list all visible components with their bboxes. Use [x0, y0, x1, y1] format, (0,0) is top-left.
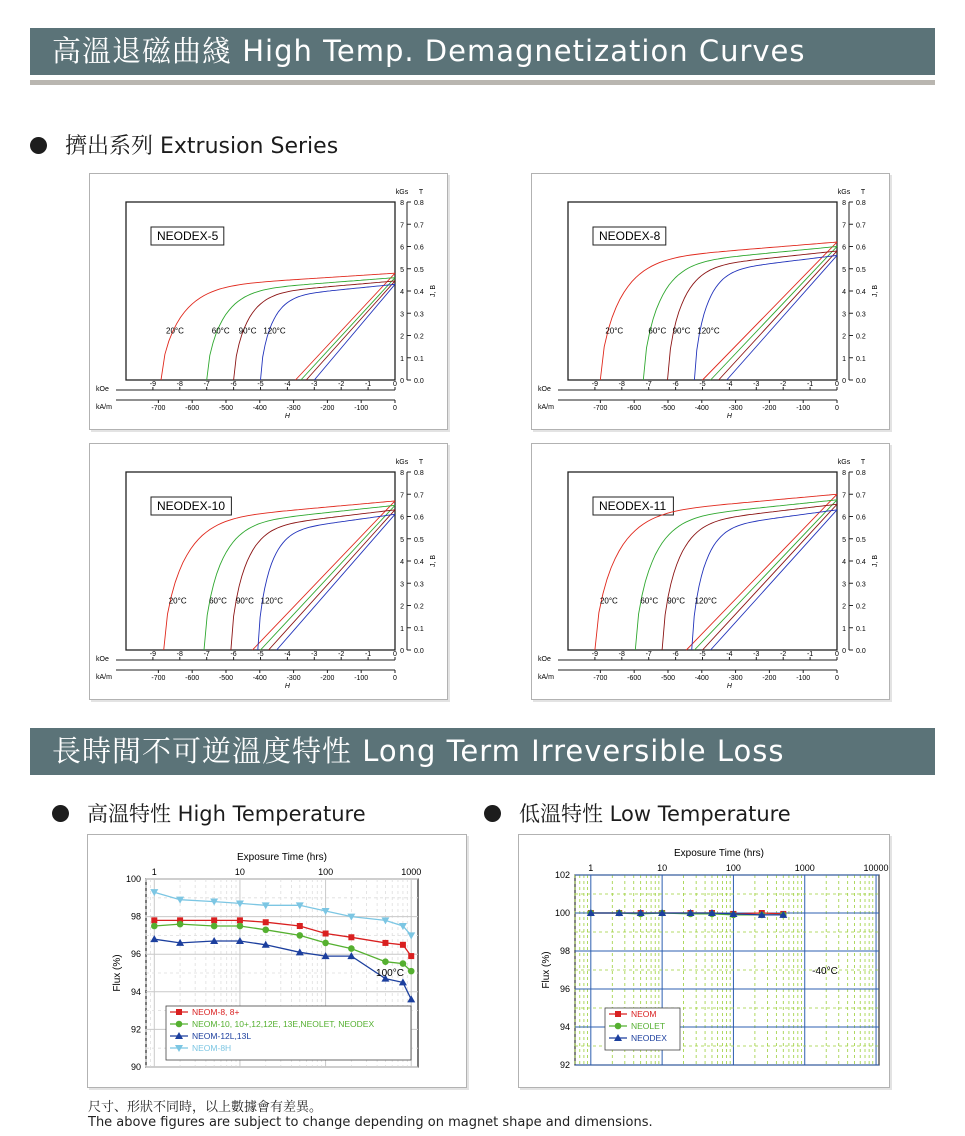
- x-tick-label-kam: -600: [627, 405, 642, 412]
- x-tick-label-koe: -1: [806, 381, 814, 388]
- temp-label: 90°C: [667, 596, 686, 606]
- x-tick-label-koe: 0: [393, 651, 397, 658]
- x-tick-label: 1000: [794, 863, 815, 873]
- x-tick-label-kam: -700: [151, 675, 166, 682]
- y-tick-label-t: 0.8: [414, 470, 424, 477]
- temperature-annotation: -40°C: [812, 966, 838, 977]
- x-tick-label-koe: -9: [591, 381, 599, 388]
- x-tick-label-koe: -3: [753, 651, 760, 658]
- x-tick-label-koe: -2: [780, 651, 787, 658]
- y-tick-label-t: 0.1: [414, 625, 424, 633]
- x-tick-label-koe: -5: [699, 651, 706, 658]
- y-tick-label: 98: [559, 946, 570, 956]
- x-tick-label: 100: [318, 867, 334, 877]
- y-unit-t: T: [418, 189, 424, 196]
- y-tick-label-t: 0.5: [856, 536, 866, 544]
- y-tick-label-t: 0.1: [414, 355, 424, 363]
- y-tick-label-kgs: 3: [400, 311, 404, 319]
- data-point: [211, 923, 218, 930]
- y-tick-label-t: 0.7: [856, 492, 866, 500]
- x-tick-label-kam: 0: [393, 405, 397, 412]
- loss-chart-high-temp: [87, 834, 467, 1088]
- y-tick-label-t: 0.2: [856, 333, 866, 341]
- y-tick-label-kgs: 3: [842, 581, 846, 589]
- temp-label: 20°C: [599, 596, 618, 606]
- y-tick-label-t: 0.3: [414, 581, 424, 589]
- legend-label: NEODEX: [631, 1033, 667, 1043]
- x-tick-label-kam: -400: [252, 405, 267, 412]
- y-axis-label: J, B: [430, 284, 437, 298]
- x-tick-label-koe: -7: [645, 651, 652, 658]
- x-tick-label-koe: -4: [284, 651, 291, 658]
- bullet-icon: [484, 805, 501, 822]
- loss-chart-low-temp: [518, 834, 890, 1088]
- legend-label: NEOM-8H: [192, 1043, 232, 1053]
- y-tick-label-kgs: 6: [842, 244, 846, 252]
- data-point: [177, 921, 184, 928]
- footer-note-en: The above figures are subject to change depending on magnet shape and dimensions.: [88, 1115, 653, 1130]
- y-tick-label-t: 0.6: [856, 244, 866, 252]
- x-unit-koe: kOe: [96, 386, 109, 393]
- x-tick-label-kam: -400: [694, 405, 709, 412]
- data-point: [297, 923, 303, 929]
- x-tick-label-kam: -300: [286, 405, 301, 412]
- data-point: [348, 934, 354, 940]
- data-point: [237, 923, 244, 930]
- demag-chart-svg: [532, 444, 889, 699]
- x-tick-label-kam: 0: [393, 675, 397, 682]
- demag-chart-svg: [90, 444, 447, 699]
- y-tick-label-kgs: 0: [400, 378, 404, 385]
- demag-chart-neodex-8: [531, 173, 890, 430]
- x-tick-label-kam: -500: [218, 405, 233, 412]
- x-tick-label: 10: [234, 867, 245, 877]
- y-tick-label-kgs: 7: [842, 222, 846, 230]
- section-title-loss: 長時間不可逆溫度特性 Long Term Irreversible Loss: [52, 734, 785, 768]
- x-tick-label-kam: -100: [796, 405, 811, 412]
- b-line-90c: [703, 504, 838, 650]
- y-tick-label-kgs: 1: [400, 355, 404, 363]
- banner-divider: [30, 80, 935, 85]
- y-tick-label-kgs: 2: [400, 333, 404, 341]
- j-curve-20c: [600, 242, 837, 380]
- y-tick-label-t: 0.7: [856, 222, 866, 230]
- x-tick-label-kam: -200: [762, 405, 777, 412]
- b-line-120c: [727, 255, 837, 380]
- y-tick-label-t: 0.2: [414, 603, 424, 611]
- y-tick-label-kgs: 8: [400, 470, 404, 477]
- x-tick-label-koe: -6: [230, 651, 237, 658]
- x-tick-label-koe: 0: [393, 381, 397, 388]
- x-axis-label-h: H: [726, 413, 732, 420]
- demag-chart-svg: [532, 174, 889, 429]
- j-curve-20c: [595, 494, 837, 650]
- temp-label: 120°C: [263, 326, 286, 336]
- y-unit-kgs: kGs: [837, 459, 851, 466]
- data-point: [400, 942, 406, 948]
- j-curve-120c: [692, 510, 837, 650]
- j-curve-60c: [635, 500, 837, 650]
- y-tick-label-t: 0.8: [414, 200, 424, 207]
- y-tick-label-kgs: 1: [842, 355, 846, 363]
- bullet-icon: [30, 137, 47, 154]
- demag-chart-svg: [90, 174, 447, 429]
- x-tick-label-koe: -8: [176, 381, 183, 388]
- y-tick-label-kgs: 2: [842, 603, 846, 611]
- legend-swatch-marker: [176, 1009, 182, 1015]
- y-tick-label-t: 0.0: [414, 378, 424, 385]
- y-tick-label-kgs: 0: [842, 648, 846, 655]
- x-tick-label-kam: -300: [286, 675, 301, 682]
- x-tick-label-kam: -300: [728, 675, 743, 682]
- legend-label: NEOM: [631, 1009, 657, 1019]
- temp-label: 60°C: [648, 326, 667, 336]
- y-unit-t: T: [860, 459, 866, 466]
- y-tick-label: 94: [559, 1022, 570, 1032]
- x-tick-label: 10000: [863, 863, 889, 873]
- x-unit-kam: kA/m: [538, 404, 554, 411]
- grade-label: NEODEX-8: [599, 229, 661, 243]
- b-line-90c: [306, 281, 395, 380]
- y-tick-label-kgs: 4: [400, 559, 404, 566]
- y-tick-label: 94: [130, 986, 141, 997]
- y-tick-label-t: 0.7: [414, 492, 424, 500]
- y-tick-label-kgs: 4: [842, 289, 846, 296]
- y-tick-label-kgs: 3: [842, 311, 846, 319]
- b-line-90c: [269, 510, 395, 650]
- x-tick-label-koe: -2: [338, 381, 345, 388]
- subheading-high-text: 高溫特性 High Temperature: [87, 802, 366, 826]
- y-tick-label-kgs: 0: [400, 648, 404, 655]
- x-axis-label-h: H: [284, 683, 290, 690]
- x-tick-label-koe: 0: [835, 651, 839, 658]
- x-tick-label-kam: -300: [728, 405, 743, 412]
- temp-label: 20°C: [166, 326, 184, 336]
- legend-swatch-marker: [615, 1011, 621, 1017]
- b-line-60c: [694, 500, 837, 650]
- subheading-low: [484, 798, 791, 828]
- y-axis-label: J, B: [430, 554, 437, 568]
- x-tick-label-kam: -700: [593, 675, 608, 682]
- x-tick-label-koe: -1: [364, 381, 372, 388]
- x-tick-label: 1: [588, 863, 594, 873]
- data-point: [262, 926, 269, 933]
- x-tick-label-koe: -4: [726, 381, 733, 388]
- grade-label: NEODEX-11: [599, 499, 667, 513]
- y-tick-label-kgs: 8: [842, 470, 846, 477]
- legend-label: NEOM-10, 10+,12,12E, 13E,NEOLET, NEODEX: [192, 1019, 375, 1029]
- y-tick-label-t: 0.8: [856, 470, 866, 477]
- y-tick-label-kgs: 6: [400, 244, 404, 252]
- y-tick-label-t: 0.1: [856, 355, 866, 363]
- y-tick-label-kgs: 5: [400, 536, 404, 544]
- temp-label: 60°C: [640, 596, 659, 606]
- y-tick-label-t: 0.4: [856, 559, 866, 566]
- data-point: [382, 958, 389, 965]
- x-tick-label-kam: 0: [835, 405, 839, 412]
- x-tick-label-kam: -200: [320, 405, 335, 412]
- x-tick-label-koe: -9: [591, 651, 599, 658]
- x-tick-label-koe: -3: [311, 651, 318, 658]
- x-tick-label-koe: 0: [835, 381, 839, 388]
- x-tick-label-kam: -600: [185, 405, 200, 412]
- x-tick-label-koe: -2: [780, 381, 787, 388]
- demag-chart-neodex-10: [89, 443, 448, 700]
- subheading-high: [52, 798, 366, 828]
- b-line-90c: [719, 251, 837, 380]
- x-tick-label-koe: -1: [806, 651, 814, 658]
- y-tick-label: 102: [554, 870, 570, 880]
- j-curve-20c: [164, 501, 395, 650]
- y-unit-kgs: kGs: [395, 459, 409, 466]
- y-tick-label-t: 0.0: [414, 648, 424, 655]
- x-tick-label-kam: -400: [252, 675, 267, 682]
- b-line-20c: [703, 242, 838, 380]
- y-tick-label-kgs: 1: [400, 625, 404, 633]
- j-curve-90c: [662, 504, 837, 650]
- data-point: [151, 923, 158, 930]
- j-curve-60c: [643, 247, 837, 381]
- y-unit-t: T: [860, 189, 866, 196]
- data-point: [237, 917, 243, 923]
- x-tick-label-koe: -3: [753, 381, 760, 388]
- y-tick-label-t: 0.3: [856, 311, 866, 319]
- y-tick-label-t: 0.4: [856, 289, 866, 296]
- x-tick-label-kam: -100: [796, 675, 811, 682]
- x-tick-label-koe: -6: [230, 381, 237, 388]
- series-heading: [30, 129, 338, 160]
- y-tick-label-t: 0.0: [856, 378, 866, 385]
- x-tick-label-koe: -5: [257, 651, 264, 658]
- x-tick-label: 1000: [401, 867, 422, 877]
- y-unit-kgs: kGs: [837, 189, 851, 196]
- y-tick-label: 96: [559, 984, 570, 994]
- legend-label: NEOM-8, 8+: [192, 1007, 240, 1017]
- y-tick-label-t: 0.5: [414, 266, 424, 274]
- data-point: [323, 931, 329, 937]
- x-tick-label: 100: [725, 863, 741, 873]
- temp-label: 20°C: [605, 326, 624, 336]
- x-unit-koe: kOe: [96, 656, 109, 663]
- temp-label: 60°C: [209, 596, 227, 606]
- x-tick-label-koe: -3: [311, 381, 318, 388]
- temp-label: 90°C: [235, 596, 254, 606]
- y-tick-label: 96: [130, 949, 141, 960]
- demag-chart-neodex-11: [531, 443, 890, 700]
- x-tick-label-kam: -500: [660, 405, 675, 412]
- y-tick-label: 100: [554, 908, 570, 918]
- loss-chart-svg: [519, 835, 889, 1087]
- x-axis-label: Exposure Time (hrs): [673, 848, 765, 859]
- x-tick-label-kam: -600: [185, 675, 200, 682]
- x-tick-label-koe: -7: [203, 381, 210, 388]
- x-tick-label-koe: -6: [672, 381, 679, 388]
- data-point: [400, 960, 407, 967]
- x-tick-label-kam: -200: [320, 675, 335, 682]
- j-curve-90c: [231, 510, 395, 650]
- y-tick-label-t: 0.4: [414, 289, 424, 296]
- y-tick-label-kgs: 0: [842, 378, 846, 385]
- j-curve-120c: [258, 514, 395, 650]
- y-axis-label: Flux (%): [112, 954, 123, 992]
- y-tick-label-kgs: 1: [842, 625, 846, 633]
- x-tick-label-koe: -4: [284, 381, 291, 388]
- temp-label: 120°C: [694, 596, 717, 606]
- y-tick-label: 92: [130, 1024, 141, 1035]
- b-line-120c: [314, 284, 395, 380]
- y-tick-label-t: 0.4: [414, 559, 424, 566]
- section-banner-loss: [30, 728, 935, 775]
- x-unit-kam: kA/m: [96, 674, 112, 681]
- y-tick-label-kgs: 7: [400, 222, 404, 230]
- legend-swatch-marker: [615, 1023, 622, 1030]
- x-tick-label-koe: -7: [645, 381, 652, 388]
- x-tick-label-kam: 0: [835, 675, 839, 682]
- y-tick-label-t: 0.6: [414, 514, 424, 522]
- y-tick-label-kgs: 4: [842, 559, 846, 566]
- section-banner-demag: [30, 28, 935, 75]
- j-curve-90c: [668, 251, 838, 380]
- loss-chart-svg: [88, 835, 466, 1087]
- x-tick-label-koe: -2: [338, 651, 345, 658]
- y-tick-label-kgs: 8: [400, 200, 404, 207]
- x-tick-label: 10: [657, 863, 668, 873]
- y-tick-label-kgs: 7: [400, 492, 404, 500]
- x-tick-label-koe: -9: [149, 381, 157, 388]
- x-unit-kam: kA/m: [96, 404, 112, 411]
- y-unit-kgs: kGs: [395, 189, 409, 196]
- y-tick-label-kgs: 6: [400, 514, 404, 522]
- x-unit-koe: kOe: [538, 386, 551, 393]
- y-tick-label-t: 0.8: [856, 200, 866, 207]
- y-tick-label-t: 0.2: [414, 333, 424, 341]
- x-tick-label-koe: -7: [203, 651, 210, 658]
- temp-label: 120°C: [260, 596, 283, 606]
- y-axis-label: J, B: [872, 284, 879, 298]
- x-tick-label-kam: -500: [218, 675, 233, 682]
- x-tick-label-koe: -4: [726, 651, 733, 658]
- y-tick-label: 90: [130, 1062, 141, 1072]
- x-tick-label-kam: -100: [354, 675, 369, 682]
- legend-label: NEOM-12L,13L: [192, 1031, 252, 1041]
- y-tick-label-t: 0.0: [856, 648, 866, 655]
- x-axis-label-h: H: [284, 413, 290, 420]
- x-tick-label-kam: -600: [627, 675, 642, 682]
- y-tick-label-t: 0.2: [856, 603, 866, 611]
- b-line-120c: [277, 514, 395, 650]
- y-tick-label-t: 0.7: [414, 222, 424, 230]
- x-tick-label-koe: -5: [257, 381, 264, 388]
- temp-label: 90°C: [238, 326, 257, 336]
- grade-label: NEODEX-10: [157, 499, 226, 513]
- b-line-20c: [686, 494, 837, 650]
- data-point: [408, 953, 414, 959]
- x-axis-label-h: H: [726, 683, 732, 690]
- x-tick-label-koe: -5: [699, 381, 706, 388]
- y-tick-label-t: 0.1: [856, 625, 866, 633]
- data-point: [382, 940, 388, 946]
- x-axis-label: Exposure Time (hrs): [236, 852, 328, 863]
- data-point: [151, 917, 157, 923]
- x-tick-label-koe: -9: [149, 651, 157, 658]
- x-tick-label-koe: -8: [176, 651, 183, 658]
- x-tick-label-kam: -200: [762, 675, 777, 682]
- temp-label: 60°C: [211, 326, 230, 336]
- x-tick-label-kam: -700: [151, 405, 166, 412]
- x-tick-label-koe: -6: [672, 651, 679, 658]
- y-tick-label-t: 0.6: [856, 514, 866, 522]
- data-point: [211, 917, 217, 923]
- legend-swatch-marker: [176, 1021, 183, 1028]
- y-tick-label-kgs: 5: [400, 266, 404, 274]
- x-unit-koe: kOe: [538, 656, 551, 663]
- y-tick-label-t: 0.5: [414, 536, 424, 544]
- y-tick-label-t: 0.3: [856, 581, 866, 589]
- data-point: [263, 919, 269, 925]
- y-axis-label: J, B: [872, 554, 879, 568]
- b-line-60c: [711, 247, 837, 381]
- temperature-annotation: 100°C: [376, 968, 404, 979]
- y-tick-label: 100: [125, 874, 141, 884]
- series-heading-text: 擠出系列 Extrusion Series: [65, 134, 339, 159]
- y-tick-label: 98: [130, 911, 141, 922]
- footer-note-zh: 尺寸、形狀不同時，以上數據會有差異。: [88, 1100, 323, 1115]
- temp-label: 120°C: [697, 326, 720, 336]
- x-tick-label-koe: -8: [618, 381, 625, 388]
- y-tick-label-kgs: 2: [842, 333, 846, 341]
- data-point: [348, 945, 355, 952]
- y-tick-label-kgs: 7: [842, 492, 846, 500]
- subheading-low-text: 低溫特性 Low Temperature: [519, 802, 791, 826]
- y-tick-label-t: 0.3: [414, 311, 424, 319]
- x-tick-label-kam: -700: [593, 405, 608, 412]
- y-axis-label: Flux (%): [541, 951, 552, 989]
- data-point: [408, 968, 415, 975]
- temp-label: 20°C: [168, 596, 187, 606]
- x-tick-label-koe: -1: [364, 651, 372, 658]
- demag-chart-neodex-5: [89, 173, 448, 430]
- y-tick-label-kgs: 6: [842, 514, 846, 522]
- y-tick-label-kgs: 4: [400, 289, 404, 296]
- x-unit-kam: kA/m: [538, 674, 554, 681]
- y-tick-label-kgs: 5: [842, 536, 846, 544]
- y-unit-t: T: [418, 459, 424, 466]
- legend-label: NEOLET: [631, 1021, 666, 1031]
- y-tick-label-kgs: 8: [842, 200, 846, 207]
- b-line-20c: [252, 501, 395, 650]
- y-tick-label-t: 0.5: [856, 266, 866, 274]
- x-tick-label-kam: -100: [354, 405, 369, 412]
- data-point: [322, 940, 329, 947]
- y-tick-label-kgs: 5: [842, 266, 846, 274]
- temp-label: 90°C: [672, 326, 691, 336]
- y-tick-label-kgs: 3: [400, 581, 404, 589]
- y-tick-label: 92: [559, 1060, 570, 1070]
- x-tick-label-kam: -400: [694, 675, 709, 682]
- grade-label: NEODEX-5: [157, 229, 219, 243]
- x-tick-label-koe: -8: [618, 651, 625, 658]
- x-tick-label: 1: [151, 867, 157, 877]
- b-line-120c: [711, 510, 837, 650]
- section-title-demag: 高溫退磁曲綫 High Temp. Demagnetization Curves: [52, 34, 806, 68]
- data-point: [296, 932, 303, 939]
- y-tick-label-kgs: 2: [400, 603, 404, 611]
- bullet-icon: [52, 805, 69, 822]
- y-tick-label-t: 0.6: [414, 244, 424, 252]
- x-tick-label-kam: -500: [660, 675, 675, 682]
